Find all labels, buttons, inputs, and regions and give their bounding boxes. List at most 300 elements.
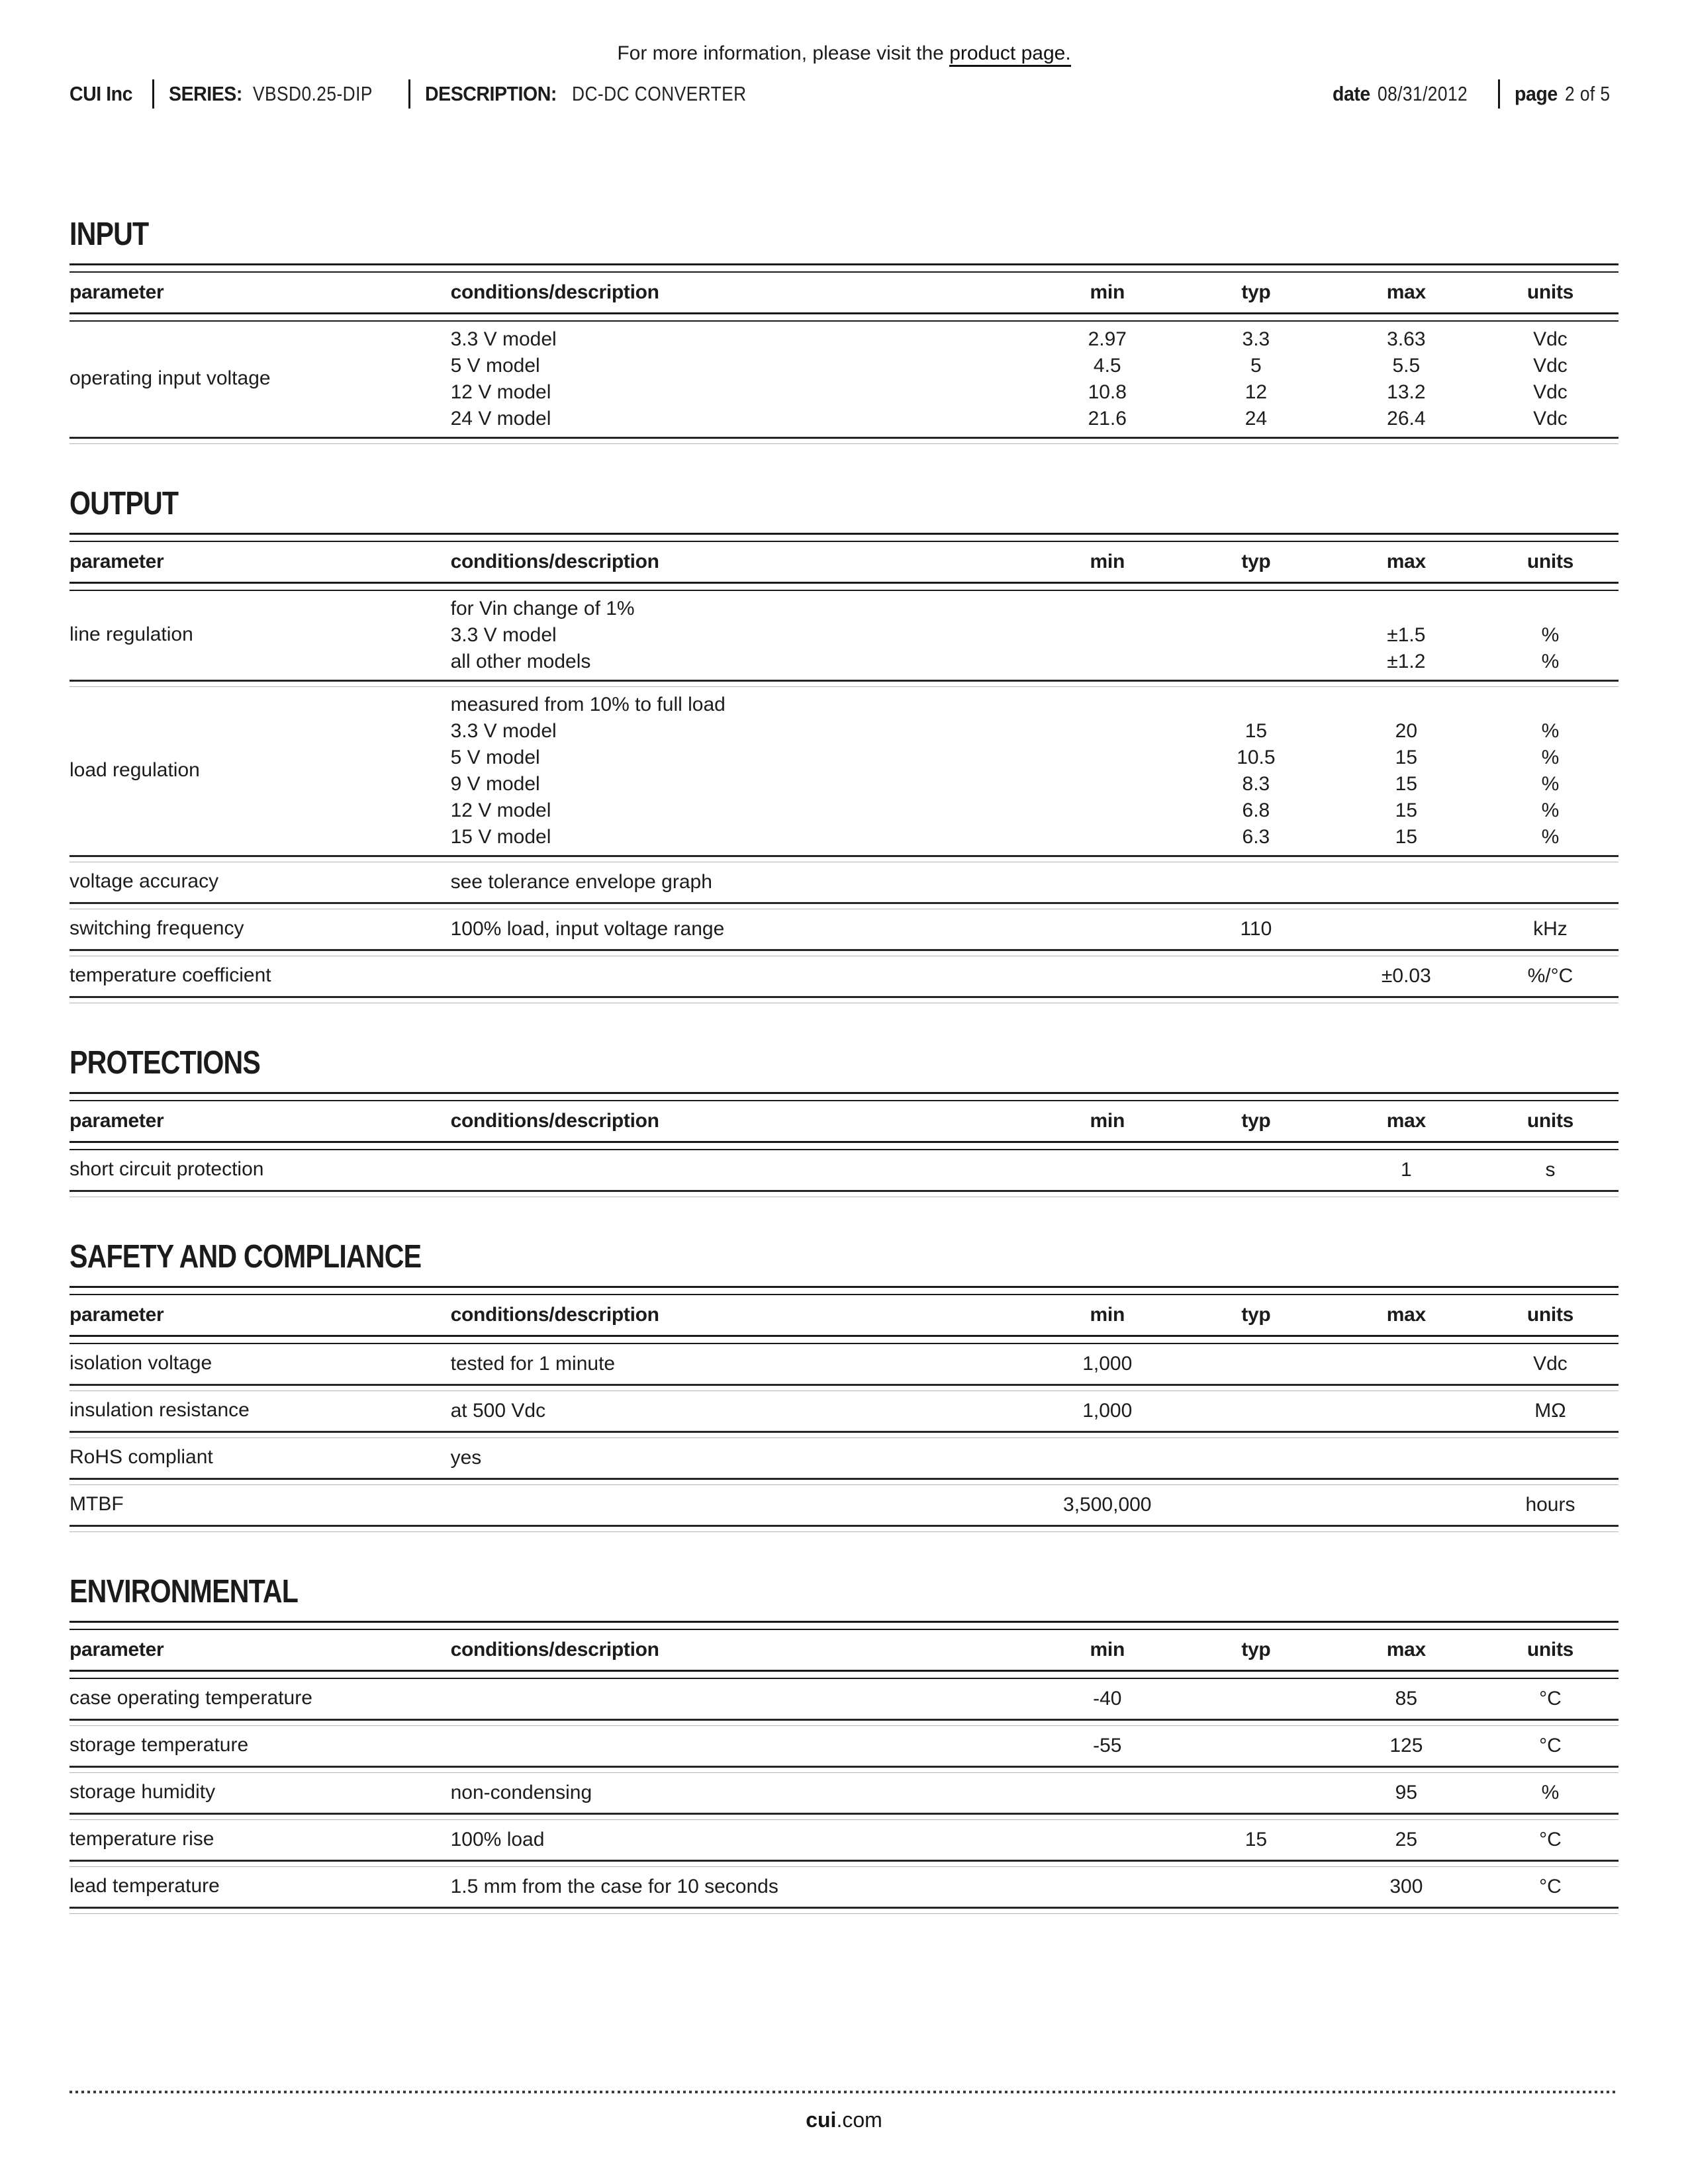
cell-line: 1.5 mm from the case for 10 seconds [450, 1876, 778, 1897]
cell-line [451, 1686, 1033, 1712]
cell-line: % [1541, 826, 1560, 848]
cell-line: MΩ [1534, 1400, 1566, 1422]
column-header: units [1526, 551, 1574, 572]
cell-line: 1 [1401, 1159, 1412, 1181]
max-cell [1331, 1351, 1482, 1377]
footer-brand: cui [806, 2108, 837, 2132]
column-header: parameter [70, 281, 164, 303]
cell-line [1482, 1445, 1618, 1471]
parameter-cell: MTBF [70, 1493, 124, 1515]
section-title: SAFETY AND COMPLIANCE [70, 1239, 422, 1275]
cell-line: 1,000 [1082, 1353, 1133, 1375]
cell-line: 3.3 V model [450, 720, 557, 742]
product-page-link[interactable]: product page. [949, 42, 1070, 67]
description-label: DESCRIPTION: [424, 82, 557, 105]
brand-name: CUI Inc [70, 82, 133, 105]
top-note-text: For more information, please visit the [617, 42, 950, 64]
column-header: typ [1241, 1110, 1271, 1132]
cell-line [1182, 1351, 1331, 1377]
cell-line: 125 [1389, 1735, 1423, 1756]
cell-line: for Vin change of 1% [450, 598, 635, 619]
column-header: min [1090, 1304, 1125, 1326]
conditions-cell [451, 1686, 1033, 1712]
cell-line: 8.3 [1242, 773, 1270, 795]
cell-line [1182, 963, 1331, 989]
column-header: max [1386, 1304, 1426, 1326]
table-row [70, 1726, 1618, 1766]
max-cell [1331, 326, 1482, 432]
parameter-cell: switching frequency [70, 917, 244, 939]
column-header: typ [1241, 1304, 1271, 1326]
max-cell [1331, 692, 1482, 850]
units-cell [1482, 326, 1618, 432]
table-header-rule [70, 582, 1618, 591]
cell-line: 20 [1395, 720, 1418, 742]
cell-line [1033, 1780, 1182, 1806]
table-row [70, 1773, 1618, 1813]
section-title: PROTECTIONS [70, 1045, 261, 1081]
table-row [70, 956, 1618, 996]
typ-cell [1182, 1733, 1331, 1759]
typ-cell [1182, 916, 1331, 942]
parameter-cell: storage humidity [70, 1781, 216, 1803]
section [70, 216, 1618, 444]
section-title: INPUT [70, 216, 149, 252]
cell-line: hours [1525, 1494, 1575, 1516]
table-body [70, 1679, 1618, 1907]
section [70, 485, 1618, 1003]
table-bottom-rule [70, 1907, 1618, 1914]
cell-line: %/°C [1527, 965, 1573, 987]
cell-line: 12 V model [450, 799, 551, 821]
min-cell [1033, 1874, 1182, 1900]
page-label: page [1515, 82, 1558, 105]
cell-line: yes [450, 1447, 482, 1469]
cell-line [1033, 771, 1182, 797]
table-header-rule [70, 312, 1618, 322]
row-separator [70, 1478, 1618, 1485]
header-divider [408, 79, 410, 109]
max-cell [1331, 916, 1482, 942]
conditions-cell [451, 963, 1033, 989]
cell-line: Vdc [1533, 355, 1568, 377]
table-header-rule [70, 1670, 1618, 1679]
max-cell [1331, 1780, 1482, 1806]
series-value: VBSD0.25-DIP [252, 82, 373, 105]
cell-line: °C [1539, 1876, 1562, 1897]
column-header: min [1090, 551, 1125, 572]
cell-line [1182, 1780, 1331, 1806]
max-cell [1331, 1733, 1482, 1759]
cell-line: °C [1539, 1735, 1562, 1756]
cell-line: Vdc [1533, 328, 1568, 350]
header-divider [1498, 79, 1500, 109]
table-row [70, 687, 1618, 855]
cell-line [1033, 916, 1182, 942]
cell-line: 15 [1244, 720, 1268, 742]
units-cell [1482, 1827, 1618, 1853]
table-row [70, 1679, 1618, 1719]
column-header: units [1526, 1304, 1574, 1326]
cell-line: 2.97 [1088, 328, 1127, 350]
cell-line [1033, 963, 1182, 989]
cell-line [1182, 1492, 1331, 1518]
cell-line: 13.2 [1387, 381, 1426, 403]
max-cell [1331, 1445, 1482, 1471]
column-header: parameter [70, 1110, 164, 1132]
cell-line: % [1541, 651, 1560, 672]
cell-line: 15 [1244, 1829, 1268, 1850]
cell-line [1033, 596, 1182, 622]
parameter-cell: line regulation [70, 623, 193, 645]
cell-line: °C [1539, 1829, 1562, 1850]
conditions-cell [451, 1827, 1033, 1853]
conditions-cell [451, 1780, 1033, 1806]
conditions-cell [451, 1492, 1033, 1518]
max-cell [1331, 1686, 1482, 1712]
min-cell [1033, 869, 1182, 895]
cell-line: 21.6 [1088, 408, 1127, 430]
table-header-rule [70, 1335, 1618, 1344]
table-header-row [70, 1630, 1618, 1670]
cell-line [1033, 797, 1182, 824]
parameter-cell: insulation resistance [70, 1399, 250, 1421]
column-header: typ [1241, 1639, 1271, 1661]
units-cell [1482, 916, 1618, 942]
max-cell [1331, 1157, 1482, 1183]
conditions-cell [451, 869, 1033, 895]
cell-line: 15 [1395, 747, 1418, 768]
cell-line: 15 [1395, 799, 1418, 821]
cell-line [1033, 622, 1182, 649]
cell-line [1182, 692, 1331, 718]
min-cell [1033, 1398, 1182, 1424]
column-header: max [1386, 1110, 1426, 1132]
page-footer [70, 2091, 1618, 2132]
cell-line: 24 [1244, 408, 1268, 430]
parameter-cell: load regulation [70, 759, 200, 781]
date-value: 08/31/2012 [1377, 82, 1468, 105]
table-header-row [70, 1295, 1618, 1335]
table-bottom-rule [70, 437, 1618, 444]
typ-cell [1182, 692, 1331, 850]
cell-line: non-condensing [450, 1782, 592, 1803]
cell-line [451, 1733, 1033, 1759]
typ-cell [1182, 963, 1331, 989]
table-row [70, 862, 1618, 902]
footer-site-link[interactable] [70, 2108, 1618, 2132]
cell-line: % [1541, 747, 1560, 768]
parameter-cell: voltage accuracy [70, 870, 219, 892]
document-header [70, 79, 1618, 109]
cell-line [1033, 824, 1182, 850]
section-title: OUTPUT [70, 486, 179, 522]
table-body [70, 591, 1618, 996]
cell-line: ±1.5 [1387, 624, 1426, 646]
page-value: 2 of 5 [1565, 82, 1611, 105]
cell-line: 12 V model [450, 381, 551, 403]
cell-line [1482, 869, 1618, 895]
min-cell [1033, 1351, 1182, 1377]
table-row [70, 1438, 1618, 1478]
column-header: min [1090, 281, 1125, 303]
table-row [70, 322, 1618, 437]
units-cell [1482, 1492, 1618, 1518]
table-body [70, 1344, 1618, 1525]
cell-line: 3.63 [1387, 328, 1426, 350]
cell-line: 85 [1395, 1688, 1418, 1709]
cell-line [1033, 718, 1182, 745]
cell-line [1033, 1874, 1182, 1900]
column-header: typ [1241, 551, 1271, 572]
document-header-right [1333, 79, 1618, 109]
row-separator [70, 1384, 1618, 1391]
parameter-cell: case operating temperature [70, 1687, 312, 1709]
cell-line: tested for 1 minute [450, 1353, 616, 1375]
table-top-rule [70, 1621, 1618, 1630]
min-cell [1033, 326, 1182, 432]
cell-line [1182, 596, 1331, 622]
cell-line: kHz [1533, 918, 1568, 940]
column-header: min [1090, 1110, 1125, 1132]
cell-line: 300 [1389, 1876, 1423, 1897]
cell-line [1033, 692, 1182, 718]
cell-line: 25 [1395, 1829, 1418, 1850]
cell-line: 100% load, input voltage range [450, 918, 725, 940]
typ-cell [1182, 1398, 1331, 1424]
table-row [70, 1867, 1618, 1907]
cell-line: 15 [1395, 773, 1418, 795]
table-top-rule [70, 263, 1618, 273]
conditions-cell [451, 692, 1033, 850]
max-cell [1331, 1398, 1482, 1424]
column-header: parameter [70, 1304, 164, 1326]
typ-cell [1182, 1780, 1331, 1806]
column-header: units [1526, 1110, 1574, 1132]
cell-line [1331, 692, 1482, 718]
typ-cell [1182, 869, 1331, 895]
cell-line: 5.5 [1392, 355, 1421, 377]
cell-line: 6.8 [1242, 799, 1270, 821]
table-row [70, 1150, 1618, 1190]
cell-line: 3,500,000 [1063, 1494, 1152, 1516]
units-cell [1482, 1686, 1618, 1712]
column-header: conditions/description [450, 281, 659, 303]
parameter-cell: RoHS compliant [70, 1446, 213, 1468]
typ-cell [1182, 1157, 1331, 1183]
parameter-cell: operating input voltage [70, 367, 271, 389]
cell-line: 10.8 [1088, 381, 1127, 403]
cell-line [1033, 1827, 1182, 1853]
min-cell [1033, 596, 1182, 675]
parameter-cell: isolation voltage [70, 1352, 212, 1374]
cell-line: ±1.2 [1387, 651, 1426, 672]
column-header: parameter [70, 1639, 164, 1661]
column-header: conditions/description [450, 1110, 659, 1132]
column-header: max [1386, 551, 1426, 572]
cell-line [1331, 869, 1482, 895]
cell-line [451, 1492, 1033, 1518]
row-separator [70, 1766, 1618, 1773]
column-header: typ [1241, 281, 1271, 303]
parameter-cell: storage temperature [70, 1734, 249, 1756]
min-cell [1033, 1445, 1182, 1471]
cell-line: -40 [1093, 1688, 1122, 1709]
table-header-row [70, 542, 1618, 582]
min-cell [1033, 916, 1182, 942]
typ-cell [1182, 1874, 1331, 1900]
min-cell [1033, 1827, 1182, 1853]
typ-cell [1182, 1351, 1331, 1377]
cell-line [451, 1157, 1033, 1183]
cell-line: measured from 10% to full load [450, 694, 726, 715]
units-cell [1482, 596, 1618, 675]
description-value: DC-DC CONVERTER [571, 82, 747, 105]
parameter-cell: temperature coefficient [70, 964, 271, 986]
cell-line: 15 [1395, 826, 1418, 848]
cell-line: 95 [1395, 1782, 1418, 1803]
units-cell [1482, 1351, 1618, 1377]
cell-line [1033, 1445, 1182, 1471]
cell-line: 5 [1250, 355, 1262, 377]
header-divider [152, 79, 154, 109]
min-cell [1033, 1733, 1182, 1759]
footer-domain: .com [836, 2108, 882, 2132]
document-header-left [70, 79, 777, 109]
column-header: conditions/description [450, 551, 659, 572]
table-bottom-rule [70, 1190, 1618, 1197]
parameter-cell: short circuit protection [70, 1158, 264, 1180]
min-cell [1033, 1157, 1182, 1183]
table-header-row [70, 1101, 1618, 1141]
column-header: min [1090, 1639, 1125, 1661]
conditions-cell [451, 1733, 1033, 1759]
column-header: max [1386, 281, 1426, 303]
units-cell [1482, 1157, 1618, 1183]
parameter-cell: lead temperature [70, 1875, 220, 1897]
typ-cell [1182, 326, 1331, 432]
cell-line [1033, 1157, 1182, 1183]
cell-line: 15 V model [450, 826, 551, 848]
cell-line: °C [1539, 1688, 1562, 1709]
cell-line [451, 963, 1033, 989]
cell-line: at 500 Vdc [450, 1400, 546, 1422]
row-separator [70, 902, 1618, 909]
units-cell [1482, 1780, 1618, 1806]
cell-line: 5 V model [450, 747, 540, 768]
cell-line: 3.3 V model [450, 328, 557, 350]
cell-line: Vdc [1533, 408, 1568, 430]
footer-divider [70, 2091, 1618, 2093]
typ-cell [1182, 596, 1331, 675]
cell-line: -55 [1093, 1735, 1122, 1756]
cell-line: Vdc [1533, 381, 1568, 403]
max-cell [1331, 1874, 1482, 1900]
cell-line: s [1545, 1159, 1556, 1181]
max-cell [1331, 963, 1482, 989]
cell-line: ±0.03 [1381, 965, 1431, 987]
table-row [70, 1391, 1618, 1431]
max-cell [1331, 1827, 1482, 1853]
cell-line [1182, 649, 1331, 675]
cell-line [1182, 1733, 1331, 1759]
cell-line [1182, 622, 1331, 649]
cell-line: % [1541, 624, 1560, 646]
cell-line [1182, 1874, 1331, 1900]
typ-cell [1182, 1445, 1331, 1471]
cell-line: % [1541, 1782, 1560, 1803]
row-separator [70, 1860, 1618, 1867]
cell-line: % [1541, 720, 1560, 742]
conditions-cell [451, 1351, 1033, 1377]
row-separator [70, 1431, 1618, 1438]
conditions-cell [451, 596, 1033, 675]
section [70, 1573, 1618, 1914]
conditions-cell [451, 1445, 1033, 1471]
min-cell [1033, 692, 1182, 850]
column-header: units [1526, 1639, 1574, 1661]
table-row [70, 909, 1618, 949]
column-header: conditions/description [450, 1639, 659, 1661]
table-header-rule [70, 1141, 1618, 1150]
cell-line: 3.3 [1242, 328, 1270, 350]
sections [70, 216, 1618, 1914]
cell-line: 6.3 [1242, 826, 1270, 848]
cell-line [1182, 1686, 1331, 1712]
table-row [70, 1820, 1618, 1860]
conditions-cell [451, 1874, 1033, 1900]
units-cell [1482, 1398, 1618, 1424]
section [70, 1238, 1618, 1532]
table-row [70, 1344, 1618, 1384]
cell-line [1482, 596, 1618, 622]
units-cell [1482, 963, 1618, 989]
conditions-cell [451, 1157, 1033, 1183]
cell-line: % [1541, 799, 1560, 821]
table-top-rule [70, 1092, 1618, 1101]
column-header: units [1526, 281, 1574, 303]
min-cell [1033, 1780, 1182, 1806]
conditions-cell [451, 1398, 1033, 1424]
cell-line [1331, 1351, 1482, 1377]
table-row [70, 591, 1618, 680]
top-note [0, 0, 1688, 65]
min-cell [1033, 1492, 1182, 1518]
cell-line: 12 [1244, 381, 1268, 403]
table-body [70, 1150, 1618, 1190]
units-cell [1482, 869, 1618, 895]
row-separator [70, 855, 1618, 862]
cell-line: 1,000 [1082, 1400, 1133, 1422]
cell-line: 100% load [450, 1829, 545, 1850]
cell-line: 9 V model [450, 773, 540, 795]
cell-line [1331, 1492, 1482, 1518]
min-cell [1033, 1686, 1182, 1712]
parameter-cell: temperature rise [70, 1828, 214, 1850]
cell-line [1331, 596, 1482, 622]
cell-line: 110 [1240, 918, 1272, 940]
column-header: conditions/description [450, 1304, 659, 1326]
row-separator [70, 1719, 1618, 1726]
cell-line [1033, 745, 1182, 771]
section [70, 1044, 1618, 1197]
cell-line [1482, 692, 1618, 718]
table-header-row [70, 273, 1618, 312]
cell-line: Vdc [1533, 1353, 1568, 1375]
cell-line: all other models [450, 651, 591, 672]
column-header: parameter [70, 551, 164, 572]
row-separator [70, 949, 1618, 956]
